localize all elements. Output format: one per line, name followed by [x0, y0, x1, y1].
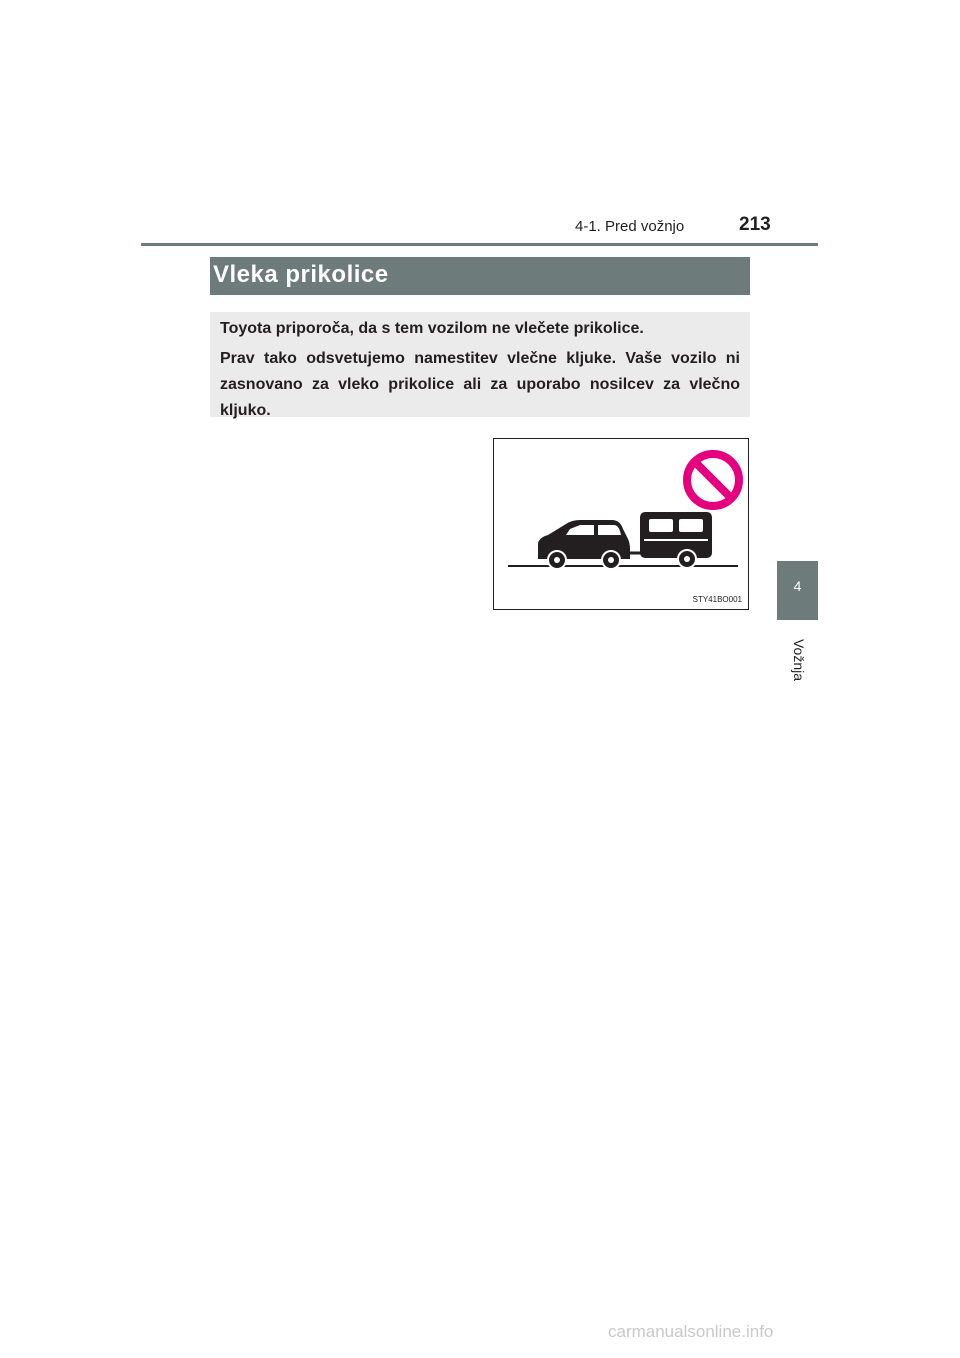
- figure-code: STY41BO001: [692, 595, 742, 604]
- watermark: carmanualsonline.info: [608, 1322, 774, 1341]
- section-title: Vleka prikolice: [213, 261, 389, 288]
- chapter-tab: [777, 561, 818, 620]
- header-section-title: 4-1. Pred vožnjo: [575, 218, 685, 235]
- section-title-bar: [210, 257, 750, 295]
- intro-paragraph-1: Toyota priporoča, da s tem vozilom ne vlečete prikolice.: [220, 320, 644, 337]
- prohibited-icon: [687, 454, 739, 506]
- towing-illustration: [493, 438, 749, 610]
- car-with-trailer-drawing: [494, 439, 750, 611]
- page-number: 213: [739, 214, 771, 235]
- car-icon: [538, 520, 642, 569]
- intro-box: [210, 312, 750, 417]
- header-divider: [141, 243, 818, 246]
- chapter-name: Vožnja: [791, 638, 807, 682]
- trailer-icon: [640, 512, 712, 568]
- chapter-number: 4: [793, 578, 802, 594]
- intro-paragraph-2: Prav tako odsvetujemo namestitev vlečne kljuke. Vaše vozilo ni zasnovano za vleko prikolice ali za uporabo nosilcev za vlečno kljuko.: [220, 350, 740, 419]
